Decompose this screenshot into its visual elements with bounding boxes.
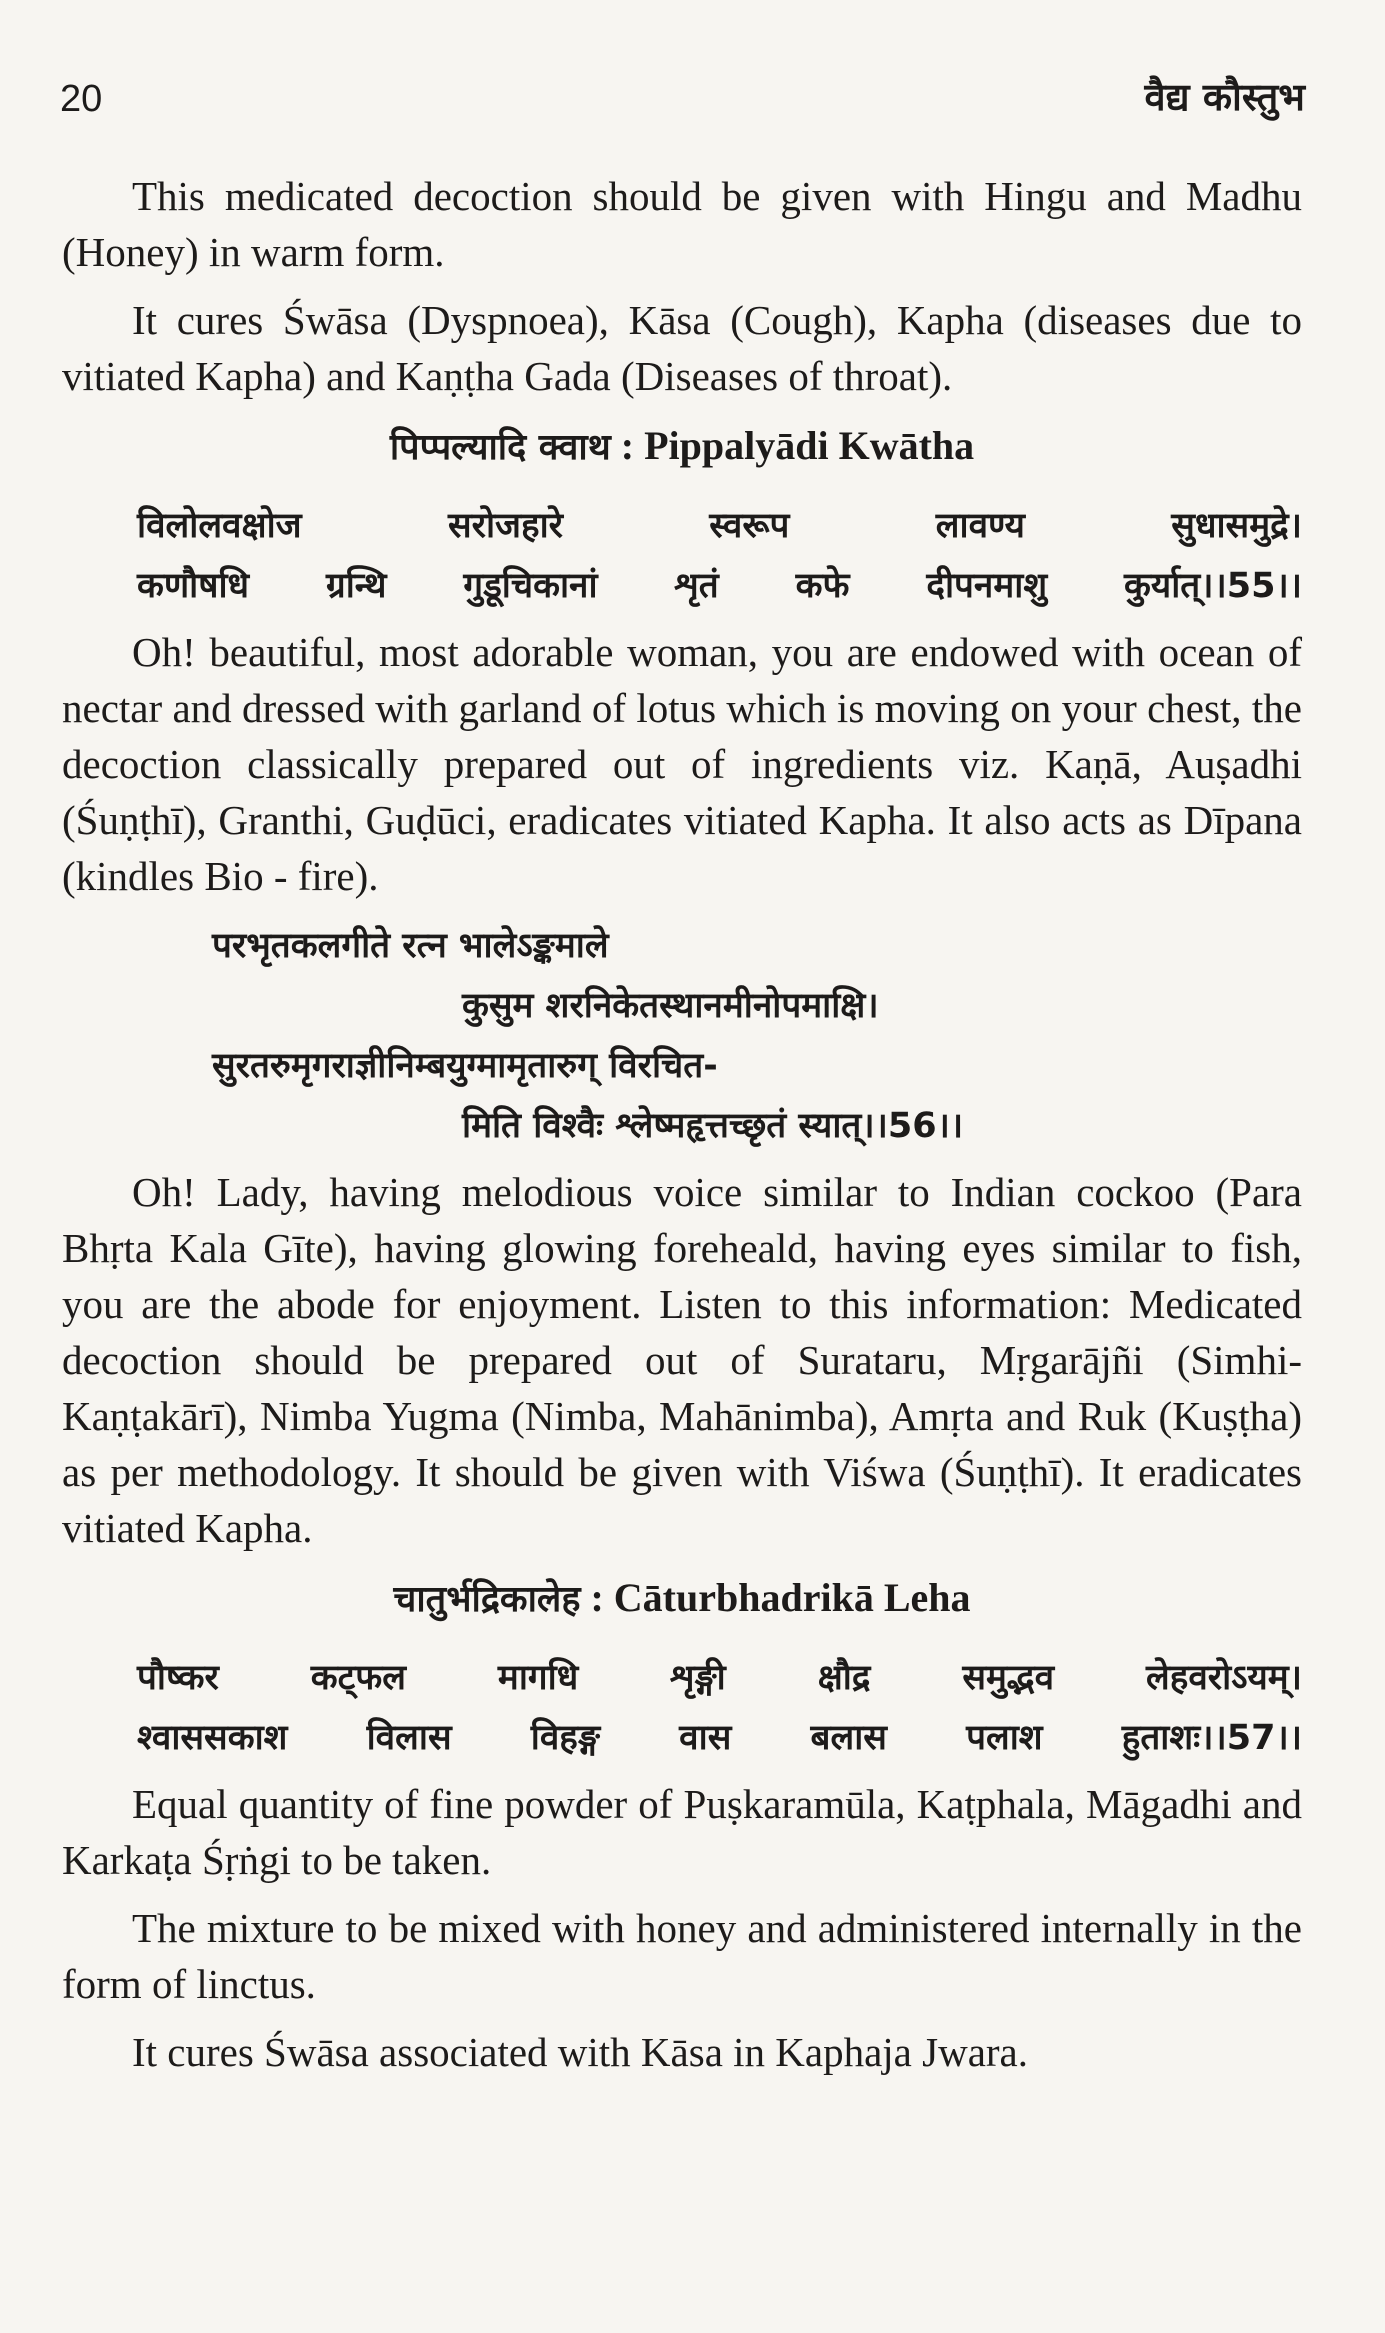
- page-content: [62, 168, 1302, 2092]
- heading-roman: Pippalyādi Kwātha: [644, 423, 975, 468]
- verse-line: मिति विश्वैः श्लेष्महृत्तच्छृतं स्यात्।।56।।: [462, 1106, 964, 1146]
- verse-56: [62, 916, 1302, 1156]
- paragraph-cures-swasa: It cures Śwāsa (Dyspnoea), Kāsa (Cough), Kapha (diseases due to vitiated Kapha) and Kaṇṭha Gada (Diseases of throat).: [62, 297, 1302, 399]
- verse-55: [62, 496, 1302, 616]
- heading-separator: :: [580, 1575, 614, 1620]
- paragraph-verse-56-translation: Oh! Lady, having melodious voice similar to Indian cockoo (Para Bhṛta Kala Gīte), having glowing foreheald, having eyes similar to fish, you are the abode for enjoyment. Listen to this information: Medicated decoction should be prepared out of Surataru, Mṛgarājñi (Simhi-Kaṇṭakārī), Nimba Yugma (Nimba, Mahānimba), Amṛta and Ruk (Kuṣṭha) as per methodology. It should be given with Viśwa (Śuṇṭhī). It eradicates vitiated Kapha.: [62, 1169, 1302, 1551]
- verse-line: कणौषधि ग्रन्थि गुडूचिकानां शृतं कफे दीपनमाशु कुर्यात्।।55।।: [137, 566, 1302, 606]
- heading-roman: Cāturbhadrikā Leha: [613, 1575, 971, 1620]
- verse-line: श्वाससकाश विलास विहङ्ग वास बलास पलाश हुताशः।।57।।: [137, 1718, 1302, 1758]
- paragraph-verse-55-translation: Oh! beautiful, most adorable woman, you are endowed with ocean of nectar and dressed with garland of lotus which is moving on your chest, the decoction classically prepared out of ingredients viz. Kaṇā, Auṣadhi (Śuṇṭhī), Granthi, Guḍūci, eradicates vitiated Kapha. It also acts as Dīpana (kindles Bio - fire).: [62, 629, 1302, 899]
- verse-line: कुसुम शरनिकेतस्थानमीनोपमाक्षि।: [462, 986, 879, 1026]
- page-number: 20: [60, 78, 103, 120]
- paragraph-equal-quantity: Equal quantity of fine powder of Puṣkaramūla, Kaṭphala, Māgadhi and Karkaṭa Śṛṅgi to be taken.: [62, 1781, 1302, 1883]
- page-header: [60, 70, 1305, 130]
- heading-separator: :: [610, 423, 645, 468]
- verse-line: पौष्कर कट्फल मागधि शृङ्गी क्षौद्र समुद्भव लेहवरोऽयम्।: [137, 1658, 1302, 1698]
- heading-pippalyadi-kwatha: [62, 418, 1302, 476]
- paragraph-hingu-madhu: This medicated decoction should be given with Hingu and Madhu (Honey) in warm form.: [62, 173, 1302, 275]
- heading-devanagari: पिप्पल्यादि क्वाथ: [389, 427, 611, 468]
- verse-57: [62, 1648, 1302, 1768]
- verse-line: सुरतरुमृगराज्ञीनिम्बयुग्मामृतारुग् विरचित-: [212, 1046, 718, 1086]
- running-title: वैद्य कौस्तुभ: [1144, 75, 1305, 119]
- paragraph-cures-kaphaja-jwara: It cures Śwāsa associated with Kāsa in Kaphaja Jwara.: [132, 2029, 1028, 2075]
- verse-line: परभृतकलगीते रत्न भालेऽङ्कमाले: [212, 926, 609, 966]
- paragraph-mixture-honey: The mixture to be mixed with honey and administered internally in the form of linctus.: [62, 1905, 1302, 2007]
- heading-caturbhadrika-leha: [62, 1570, 1302, 1628]
- verse-line: विलोलवक्षोज सरोजहारे स्वरूप लावण्य सुधासमुद्रे।: [137, 506, 1302, 546]
- heading-devanagari: चातुर्भद्रिकालेह: [393, 1579, 581, 1620]
